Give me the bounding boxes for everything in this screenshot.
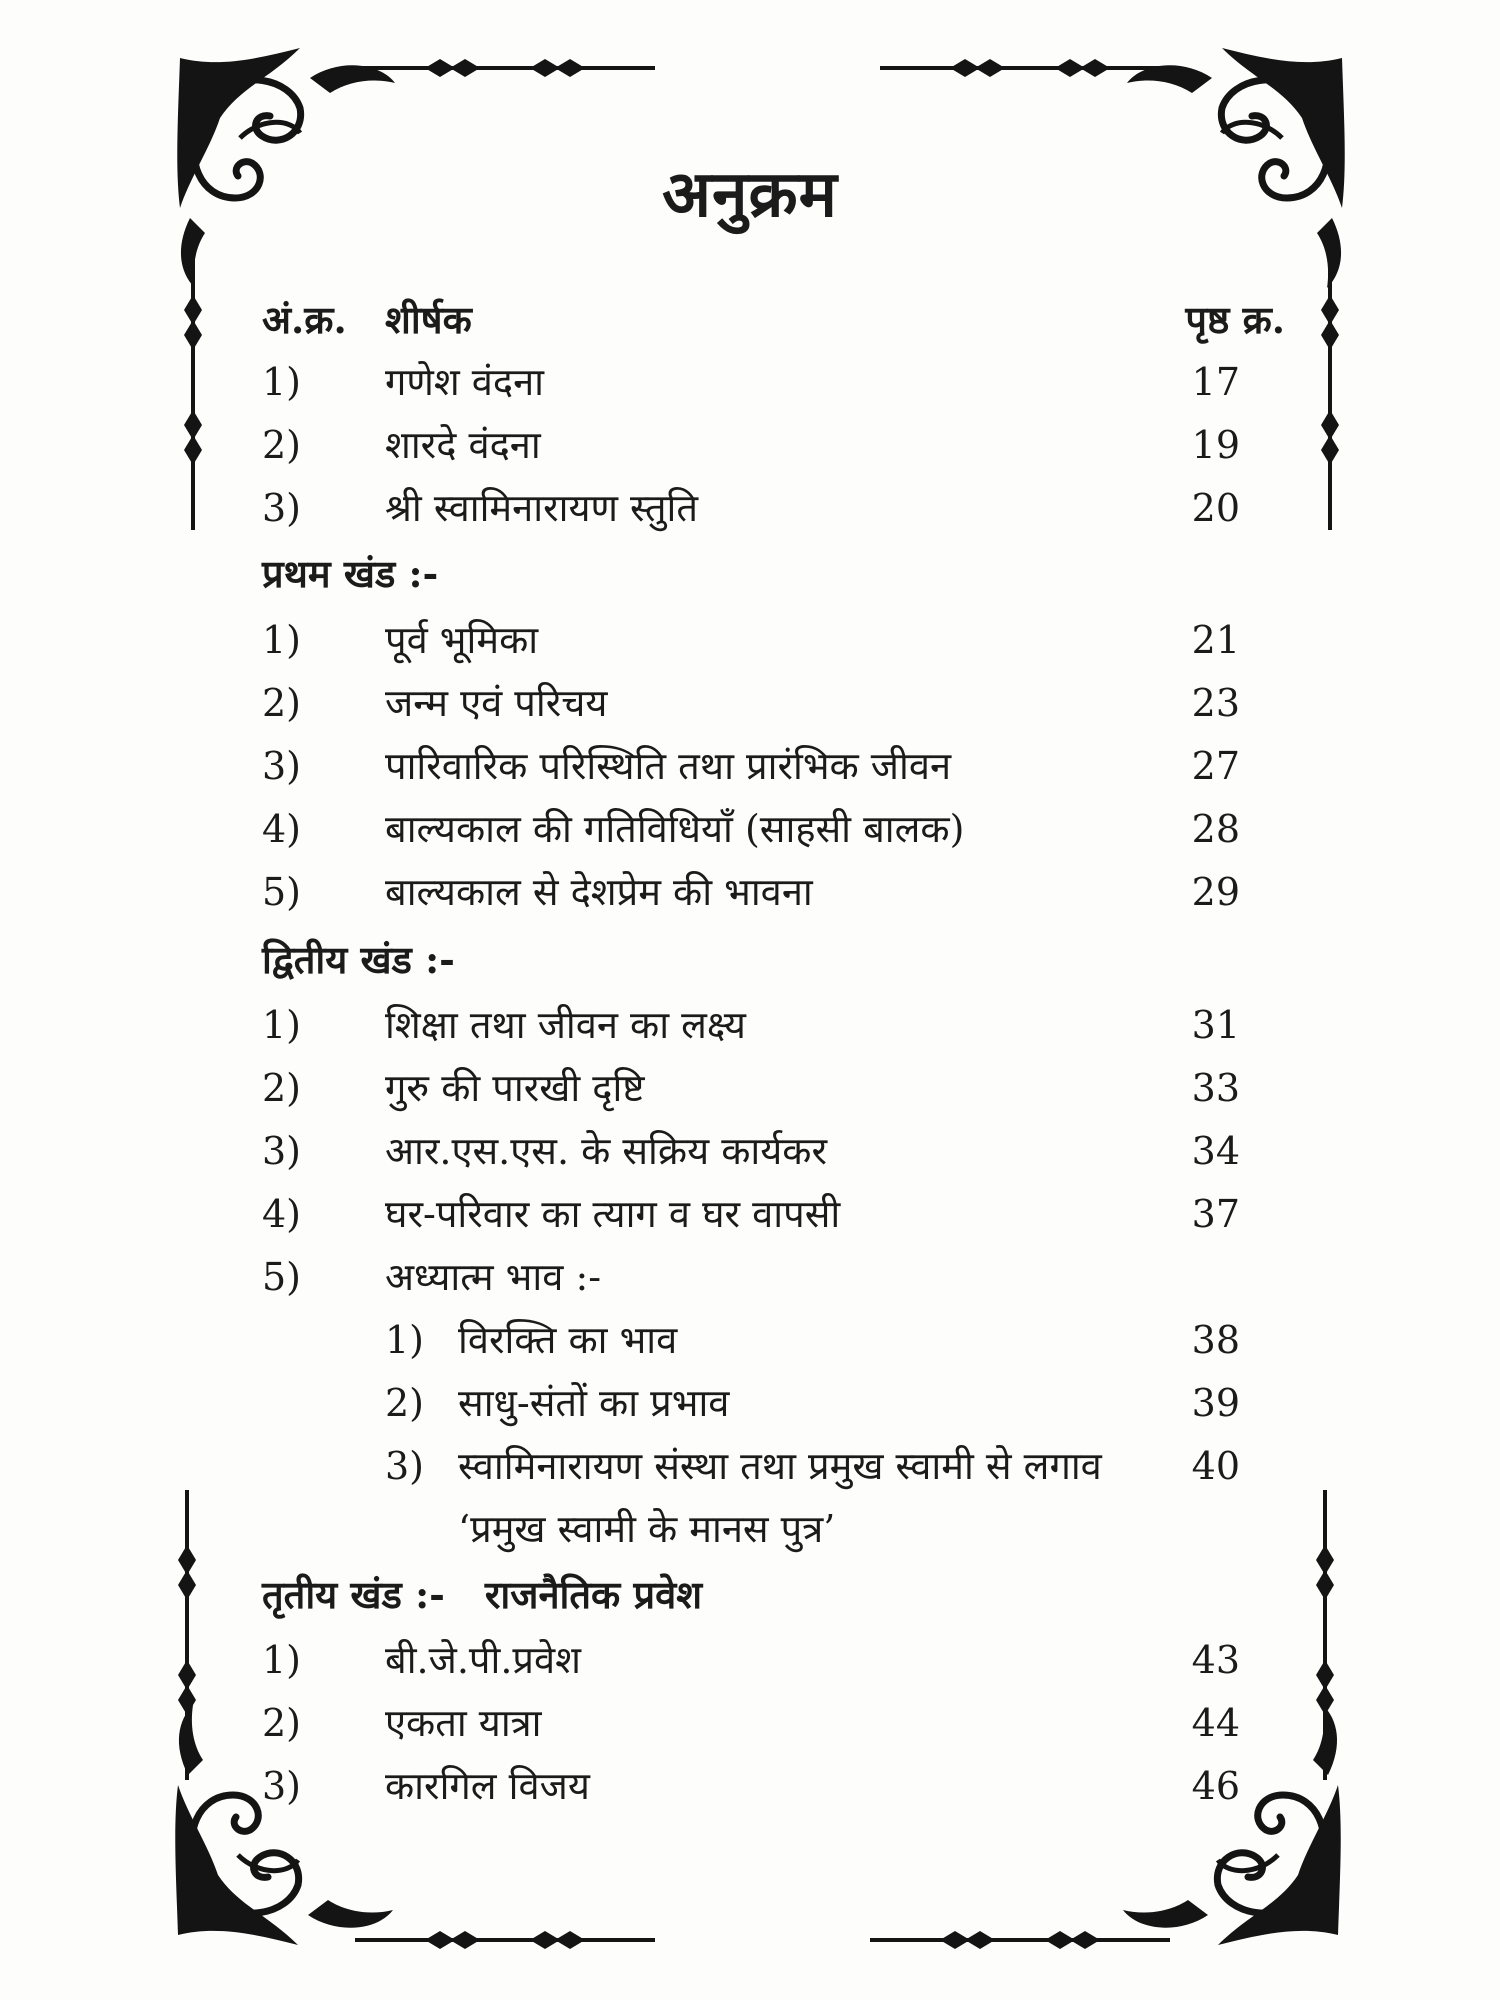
entry-title: आर.एस.एस. के सक्रिय कार्यकर	[385, 1129, 827, 1173]
entry-title: श्री स्वामिनारायण स्तुति	[385, 486, 698, 530]
section-heading: द्वितीय खंड :-	[262, 937, 455, 982]
subentry-title: विरक्ति का भाव	[458, 1318, 678, 1362]
entry-page: 19	[1191, 423, 1240, 467]
header-number: अं.क्र.	[262, 297, 347, 342]
entry-number: 4)	[262, 807, 302, 851]
entry-number: 4)	[262, 1192, 302, 1236]
section-heading: प्रथम खंड :-	[262, 551, 439, 596]
entry-title: बी.जे.पी.प्रवेश	[385, 1638, 581, 1682]
section-heading-label: तृतीय खंड :-	[262, 1572, 445, 1617]
subentry-continuation-text: ‘प्रमुख स्वामी के मानस पुत्र’	[458, 1507, 836, 1551]
entry-title: बाल्यकाल से देशप्रेम की भावना	[385, 870, 813, 914]
section-heading-row	[0, 932, 1500, 988]
toc-entry[interactable]	[0, 1758, 1500, 1814]
entry-title: अध्यात्म भाव :-	[385, 1255, 602, 1299]
toc-entry[interactable]	[0, 997, 1500, 1053]
entry-number: 5)	[262, 1255, 302, 1299]
entry-title: बाल्यकाल की गतिविधियाँ (साहसी बालक)	[385, 807, 965, 851]
entry-page: 29	[1191, 870, 1240, 914]
toc-entry[interactable]	[0, 1632, 1500, 1688]
entry-number: 2)	[262, 1701, 302, 1745]
entry-number: 3)	[262, 744, 302, 788]
toc-subentry[interactable]	[0, 1438, 1500, 1494]
entry-title: घर-परिवार का त्याग व घर वापसी	[385, 1192, 841, 1236]
toc-entry[interactable]	[0, 864, 1500, 920]
toc-entry[interactable]	[0, 1249, 1500, 1305]
entry-page: 37	[1191, 1192, 1240, 1236]
entry-title: जन्म एवं परिचय	[385, 681, 608, 725]
entry-number: 1)	[262, 618, 302, 662]
entry-page: 28	[1191, 807, 1240, 851]
entry-page: 17	[1191, 360, 1240, 404]
entry-number: 1)	[262, 360, 302, 404]
header-title: शीर्षक	[385, 297, 472, 342]
entry-page: 27	[1191, 744, 1240, 788]
entry-title: कारगिल विजय	[385, 1764, 590, 1808]
entry-number: 2)	[262, 423, 302, 467]
entry-page: 23	[1191, 681, 1240, 725]
entry-number: 5)	[262, 870, 302, 914]
entry-number: 2)	[262, 1066, 302, 1110]
entry-number: 1)	[262, 1638, 302, 1682]
entry-number: 3)	[262, 486, 302, 530]
entry-page: 33	[1191, 1066, 1240, 1110]
header-page: पृष्ठ क्र.	[1185, 297, 1285, 342]
toc-entry[interactable]	[0, 675, 1500, 731]
entry-title: पूर्व भूमिका	[385, 618, 539, 662]
entry-title: एकता यात्रा	[385, 1701, 542, 1745]
toc-entry[interactable]	[0, 801, 1500, 857]
entry-title: शिक्षा तथा जीवन का लक्ष्य	[385, 1003, 746, 1047]
entry-page: 43	[1191, 1638, 1240, 1682]
entry-page: 34	[1191, 1129, 1240, 1173]
subentry-number: 2)	[385, 1381, 425, 1425]
entry-number: 2)	[262, 681, 302, 725]
toc-subentry-continuation	[0, 1501, 1500, 1557]
toc-entry[interactable]	[0, 354, 1500, 410]
entry-page: 31	[1191, 1003, 1240, 1047]
entry-page: 44	[1191, 1701, 1240, 1745]
subentry-page: 38	[1191, 1318, 1240, 1362]
toc-entry[interactable]	[0, 1695, 1500, 1751]
toc-header-row	[0, 292, 1500, 348]
toc-entry[interactable]	[0, 417, 1500, 473]
entry-title: शारदे वंदना	[385, 423, 541, 467]
section-heading-row	[0, 1567, 1500, 1623]
entry-title: गणेश वंदना	[385, 360, 545, 404]
entry-page: 21	[1191, 618, 1240, 662]
toc-entry[interactable]	[0, 1123, 1500, 1179]
section-subheading: राजनैतिक प्रवेश	[484, 1572, 703, 1617]
subentry-title: स्वामिनारायण संस्था तथा प्रमुख स्वामी से लगाव	[458, 1444, 1102, 1488]
entry-title: पारिवारिक परिस्थिति तथा प्रारंभिक जीवन	[385, 744, 952, 788]
toc-entry[interactable]	[0, 480, 1500, 536]
page-title: अनुक्रम	[662, 157, 838, 232]
entry-title: गुरु की पारखी दृष्टि	[385, 1066, 645, 1110]
section-heading	[262, 1567, 702, 1623]
toc-subentry[interactable]	[0, 1375, 1500, 1431]
toc-entry[interactable]	[0, 1186, 1500, 1242]
subentry-page: 40	[1191, 1444, 1240, 1488]
section-heading-row	[0, 546, 1500, 602]
toc-subentry[interactable]	[0, 1312, 1500, 1368]
subentry-title: साधु-संतों का प्रभाव	[458, 1381, 730, 1425]
toc-entry[interactable]	[0, 612, 1500, 668]
entry-page: 20	[1191, 486, 1240, 530]
entry-page: 46	[1191, 1764, 1240, 1808]
entry-number: 3)	[262, 1129, 302, 1173]
subentry-number: 1)	[385, 1318, 425, 1362]
subentry-page: 39	[1191, 1381, 1240, 1425]
toc-entry[interactable]	[0, 1060, 1500, 1116]
entry-number: 1)	[262, 1003, 302, 1047]
subentry-number: 3)	[385, 1444, 425, 1488]
toc-entry[interactable]	[0, 738, 1500, 794]
entry-number: 3)	[262, 1764, 302, 1808]
